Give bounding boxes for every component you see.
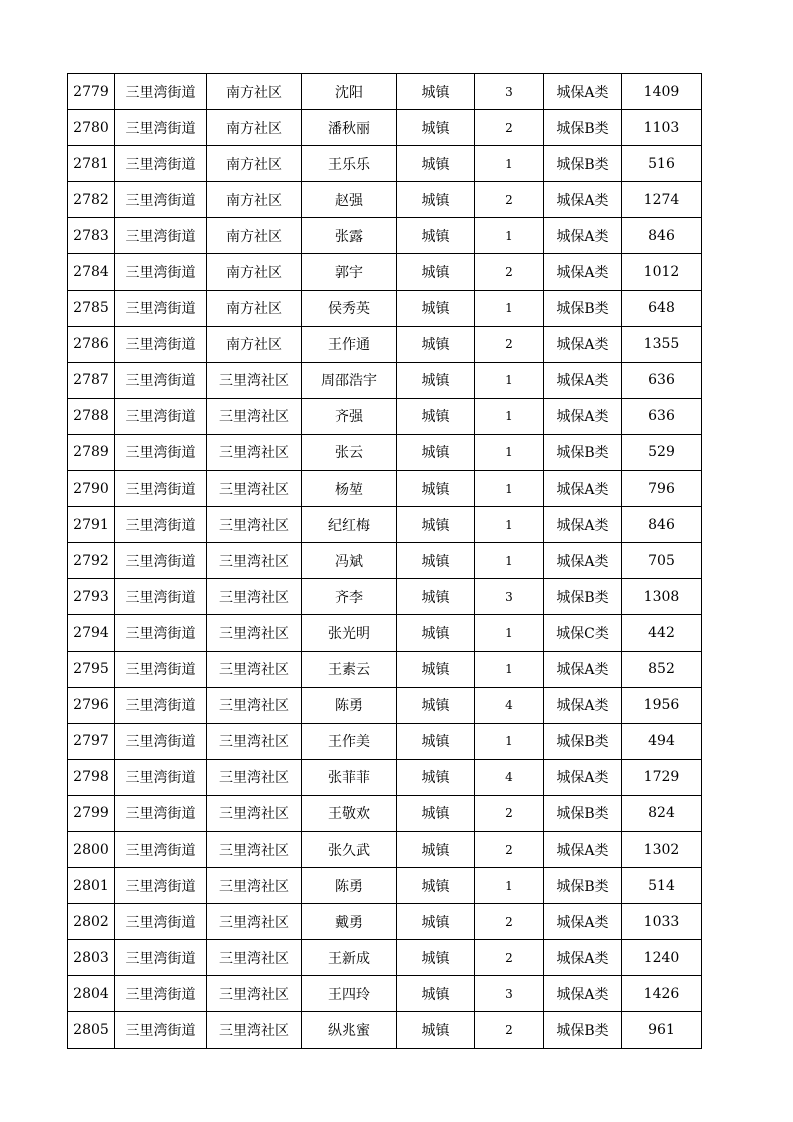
cell-serial-number: 2784 xyxy=(68,254,115,290)
cell-community: 南方社区 xyxy=(207,218,302,254)
table-row xyxy=(68,362,702,398)
cell-household-size: 3 xyxy=(475,579,544,615)
cell-name: 沈阳 xyxy=(302,74,397,110)
cell-household-size: 1 xyxy=(475,723,544,759)
cell-serial-number: 2805 xyxy=(68,1012,115,1048)
cell-residence-type: 城镇 xyxy=(397,254,475,290)
cell-amount: 494 xyxy=(622,723,702,759)
cell-insurance-category: 城保B类 xyxy=(544,110,622,146)
cell-household-size: 4 xyxy=(475,759,544,795)
cell-insurance-category: 城保B类 xyxy=(544,434,622,470)
cell-serial-number: 2798 xyxy=(68,759,115,795)
cell-household-size: 1 xyxy=(475,615,544,651)
cell-amount: 636 xyxy=(622,398,702,434)
cell-insurance-category: 城保A类 xyxy=(544,543,622,579)
table-row xyxy=(68,868,702,904)
cell-name: 张露 xyxy=(302,218,397,254)
cell-name: 陈勇 xyxy=(302,687,397,723)
cell-street: 三里湾街道 xyxy=(115,471,207,507)
cell-residence-type: 城镇 xyxy=(397,290,475,326)
cell-amount: 1033 xyxy=(622,904,702,940)
cell-street: 三里湾街道 xyxy=(115,507,207,543)
cell-insurance-category: 城保A类 xyxy=(544,507,622,543)
cell-amount: 852 xyxy=(622,651,702,687)
cell-serial-number: 2779 xyxy=(68,74,115,110)
cell-insurance-category: 城保A类 xyxy=(544,687,622,723)
cell-household-size: 1 xyxy=(475,362,544,398)
cell-street: 三里湾街道 xyxy=(115,110,207,146)
cell-insurance-category: 城保A类 xyxy=(544,74,622,110)
cell-name: 张云 xyxy=(302,434,397,470)
cell-name: 杨堃 xyxy=(302,471,397,507)
cell-residence-type: 城镇 xyxy=(397,687,475,723)
cell-serial-number: 2801 xyxy=(68,868,115,904)
cell-amount: 796 xyxy=(622,471,702,507)
cell-insurance-category: 城保B类 xyxy=(544,1012,622,1048)
cell-serial-number: 2800 xyxy=(68,831,115,867)
cell-amount: 529 xyxy=(622,434,702,470)
cell-street: 三里湾街道 xyxy=(115,615,207,651)
cell-residence-type: 城镇 xyxy=(397,868,475,904)
cell-residence-type: 城镇 xyxy=(397,1012,475,1048)
cell-name: 王新成 xyxy=(302,940,397,976)
cell-amount: 442 xyxy=(622,615,702,651)
cell-amount: 1729 xyxy=(622,759,702,795)
cell-serial-number: 2786 xyxy=(68,326,115,362)
cell-name: 齐李 xyxy=(302,579,397,615)
cell-insurance-category: 城保B类 xyxy=(544,579,622,615)
cell-amount: 846 xyxy=(622,218,702,254)
cell-insurance-category: 城保A类 xyxy=(544,218,622,254)
cell-street: 三里湾街道 xyxy=(115,254,207,290)
cell-street: 三里湾街道 xyxy=(115,651,207,687)
table-row xyxy=(68,759,702,795)
table-row xyxy=(68,290,702,326)
cell-serial-number: 2794 xyxy=(68,615,115,651)
cell-amount: 1426 xyxy=(622,976,702,1012)
cell-serial-number: 2804 xyxy=(68,976,115,1012)
cell-street: 三里湾街道 xyxy=(115,398,207,434)
cell-street: 三里湾街道 xyxy=(115,579,207,615)
cell-insurance-category: 城保C类 xyxy=(544,615,622,651)
cell-household-size: 1 xyxy=(475,218,544,254)
cell-amount: 1103 xyxy=(622,110,702,146)
cell-name: 齐强 xyxy=(302,398,397,434)
cell-community: 三里湾社区 xyxy=(207,651,302,687)
cell-community: 三里湾社区 xyxy=(207,543,302,579)
cell-community: 三里湾社区 xyxy=(207,471,302,507)
cell-household-size: 2 xyxy=(475,254,544,290)
cell-name: 王作通 xyxy=(302,326,397,362)
table-row xyxy=(68,795,702,831)
cell-street: 三里湾街道 xyxy=(115,218,207,254)
cell-insurance-category: 城保A类 xyxy=(544,976,622,1012)
table-row xyxy=(68,398,702,434)
table-row xyxy=(68,182,702,218)
cell-name: 侯秀英 xyxy=(302,290,397,326)
cell-street: 三里湾街道 xyxy=(115,326,207,362)
cell-name: 周邵浩宇 xyxy=(302,362,397,398)
cell-household-size: 3 xyxy=(475,74,544,110)
cell-residence-type: 城镇 xyxy=(397,146,475,182)
cell-street: 三里湾街道 xyxy=(115,182,207,218)
cell-serial-number: 2780 xyxy=(68,110,115,146)
cell-community: 三里湾社区 xyxy=(207,940,302,976)
table-row xyxy=(68,651,702,687)
cell-serial-number: 2791 xyxy=(68,507,115,543)
cell-name: 张菲菲 xyxy=(302,759,397,795)
table-row xyxy=(68,579,702,615)
cell-community: 南方社区 xyxy=(207,182,302,218)
table-row xyxy=(68,146,702,182)
cell-name: 郭宇 xyxy=(302,254,397,290)
table-row xyxy=(68,615,702,651)
cell-residence-type: 城镇 xyxy=(397,940,475,976)
cell-insurance-category: 城保A类 xyxy=(544,398,622,434)
cell-serial-number: 2789 xyxy=(68,434,115,470)
cell-amount: 846 xyxy=(622,507,702,543)
cell-serial-number: 2790 xyxy=(68,471,115,507)
cell-household-size: 1 xyxy=(475,146,544,182)
cell-serial-number: 2793 xyxy=(68,579,115,615)
cell-street: 三里湾街道 xyxy=(115,687,207,723)
cell-community: 南方社区 xyxy=(207,254,302,290)
cell-household-size: 2 xyxy=(475,904,544,940)
cell-household-size: 1 xyxy=(475,471,544,507)
cell-street: 三里湾街道 xyxy=(115,290,207,326)
cell-street: 三里湾街道 xyxy=(115,976,207,1012)
table-row xyxy=(68,254,702,290)
cell-insurance-category: 城保B类 xyxy=(544,146,622,182)
cell-amount: 705 xyxy=(622,543,702,579)
table-row xyxy=(68,471,702,507)
cell-street: 三里湾街道 xyxy=(115,362,207,398)
cell-community: 三里湾社区 xyxy=(207,398,302,434)
data-table xyxy=(67,73,702,1049)
cell-insurance-category: 城保A类 xyxy=(544,471,622,507)
cell-name: 王素云 xyxy=(302,651,397,687)
cell-residence-type: 城镇 xyxy=(397,651,475,687)
cell-household-size: 1 xyxy=(475,543,544,579)
cell-serial-number: 2796 xyxy=(68,687,115,723)
cell-insurance-category: 城保A类 xyxy=(544,326,622,362)
cell-serial-number: 2795 xyxy=(68,651,115,687)
cell-name: 王四玲 xyxy=(302,976,397,1012)
cell-amount: 1240 xyxy=(622,940,702,976)
table-row xyxy=(68,110,702,146)
table-row xyxy=(68,687,702,723)
cell-name: 纪红梅 xyxy=(302,507,397,543)
cell-insurance-category: 城保B类 xyxy=(544,795,622,831)
cell-community: 三里湾社区 xyxy=(207,687,302,723)
cell-amount: 1302 xyxy=(622,831,702,867)
cell-serial-number: 2797 xyxy=(68,723,115,759)
cell-residence-type: 城镇 xyxy=(397,831,475,867)
cell-serial-number: 2781 xyxy=(68,146,115,182)
cell-residence-type: 城镇 xyxy=(397,434,475,470)
cell-residence-type: 城镇 xyxy=(397,579,475,615)
cell-insurance-category: 城保A类 xyxy=(544,831,622,867)
cell-street: 三里湾街道 xyxy=(115,723,207,759)
data-table-container xyxy=(67,73,702,1049)
cell-name: 纵兆蜜 xyxy=(302,1012,397,1048)
cell-household-size: 2 xyxy=(475,1012,544,1048)
table-row xyxy=(68,723,702,759)
cell-amount: 961 xyxy=(622,1012,702,1048)
cell-community: 三里湾社区 xyxy=(207,759,302,795)
cell-community: 三里湾社区 xyxy=(207,507,302,543)
cell-insurance-category: 城保A类 xyxy=(544,759,622,795)
table-body xyxy=(68,74,702,1049)
cell-household-size: 1 xyxy=(475,868,544,904)
cell-community: 南方社区 xyxy=(207,146,302,182)
cell-street: 三里湾街道 xyxy=(115,146,207,182)
cell-amount: 824 xyxy=(622,795,702,831)
cell-residence-type: 城镇 xyxy=(397,795,475,831)
cell-residence-type: 城镇 xyxy=(397,182,475,218)
cell-street: 三里湾街道 xyxy=(115,1012,207,1048)
cell-residence-type: 城镇 xyxy=(397,507,475,543)
cell-community: 南方社区 xyxy=(207,290,302,326)
cell-household-size: 1 xyxy=(475,507,544,543)
cell-residence-type: 城镇 xyxy=(397,759,475,795)
cell-name: 王乐乐 xyxy=(302,146,397,182)
cell-name: 王敬欢 xyxy=(302,795,397,831)
cell-community: 三里湾社区 xyxy=(207,868,302,904)
cell-household-size: 1 xyxy=(475,398,544,434)
cell-residence-type: 城镇 xyxy=(397,398,475,434)
cell-household-size: 2 xyxy=(475,110,544,146)
cell-community: 三里湾社区 xyxy=(207,904,302,940)
cell-community: 三里湾社区 xyxy=(207,579,302,615)
cell-amount: 1409 xyxy=(622,74,702,110)
cell-household-size: 1 xyxy=(475,434,544,470)
cell-street: 三里湾街道 xyxy=(115,904,207,940)
cell-serial-number: 2788 xyxy=(68,398,115,434)
cell-household-size: 2 xyxy=(475,831,544,867)
cell-residence-type: 城镇 xyxy=(397,471,475,507)
cell-name: 王作美 xyxy=(302,723,397,759)
cell-street: 三里湾街道 xyxy=(115,74,207,110)
cell-residence-type: 城镇 xyxy=(397,110,475,146)
table-row xyxy=(68,940,702,976)
cell-residence-type: 城镇 xyxy=(397,904,475,940)
cell-name: 戴勇 xyxy=(302,904,397,940)
cell-community: 三里湾社区 xyxy=(207,976,302,1012)
cell-residence-type: 城镇 xyxy=(397,723,475,759)
cell-serial-number: 2802 xyxy=(68,904,115,940)
cell-insurance-category: 城保A类 xyxy=(544,254,622,290)
cell-residence-type: 城镇 xyxy=(397,326,475,362)
cell-name: 赵强 xyxy=(302,182,397,218)
cell-amount: 1308 xyxy=(622,579,702,615)
cell-street: 三里湾街道 xyxy=(115,759,207,795)
cell-serial-number: 2787 xyxy=(68,362,115,398)
cell-name: 张光明 xyxy=(302,615,397,651)
cell-street: 三里湾街道 xyxy=(115,434,207,470)
cell-insurance-category: 城保A类 xyxy=(544,904,622,940)
cell-household-size: 2 xyxy=(475,182,544,218)
cell-community: 三里湾社区 xyxy=(207,1012,302,1048)
cell-household-size: 1 xyxy=(475,651,544,687)
cell-community: 南方社区 xyxy=(207,110,302,146)
cell-serial-number: 2785 xyxy=(68,290,115,326)
cell-household-size: 2 xyxy=(475,326,544,362)
cell-community: 三里湾社区 xyxy=(207,795,302,831)
cell-street: 三里湾街道 xyxy=(115,831,207,867)
cell-household-size: 2 xyxy=(475,795,544,831)
cell-household-size: 4 xyxy=(475,687,544,723)
cell-community: 三里湾社区 xyxy=(207,362,302,398)
cell-street: 三里湾街道 xyxy=(115,940,207,976)
table-row xyxy=(68,507,702,543)
cell-community: 三里湾社区 xyxy=(207,615,302,651)
cell-serial-number: 2783 xyxy=(68,218,115,254)
cell-residence-type: 城镇 xyxy=(397,362,475,398)
cell-street: 三里湾街道 xyxy=(115,543,207,579)
table-row xyxy=(68,904,702,940)
cell-amount: 1274 xyxy=(622,182,702,218)
cell-name: 冯斌 xyxy=(302,543,397,579)
cell-residence-type: 城镇 xyxy=(397,543,475,579)
cell-insurance-category: 城保A类 xyxy=(544,651,622,687)
cell-community: 南方社区 xyxy=(207,326,302,362)
cell-community: 南方社区 xyxy=(207,74,302,110)
cell-insurance-category: 城保B类 xyxy=(544,723,622,759)
cell-serial-number: 2782 xyxy=(68,182,115,218)
cell-name: 陈勇 xyxy=(302,868,397,904)
cell-residence-type: 城镇 xyxy=(397,218,475,254)
table-row xyxy=(68,434,702,470)
cell-street: 三里湾街道 xyxy=(115,795,207,831)
cell-name: 潘秋丽 xyxy=(302,110,397,146)
cell-community: 三里湾社区 xyxy=(207,434,302,470)
table-row xyxy=(68,831,702,867)
cell-amount: 516 xyxy=(622,146,702,182)
cell-community: 三里湾社区 xyxy=(207,831,302,867)
cell-serial-number: 2792 xyxy=(68,543,115,579)
table-row xyxy=(68,74,702,110)
cell-serial-number: 2803 xyxy=(68,940,115,976)
cell-amount: 1355 xyxy=(622,326,702,362)
cell-insurance-category: 城保A类 xyxy=(544,182,622,218)
table-row xyxy=(68,218,702,254)
cell-serial-number: 2799 xyxy=(68,795,115,831)
cell-community: 三里湾社区 xyxy=(207,723,302,759)
cell-residence-type: 城镇 xyxy=(397,615,475,651)
cell-residence-type: 城镇 xyxy=(397,74,475,110)
cell-amount: 636 xyxy=(622,362,702,398)
table-row xyxy=(68,976,702,1012)
cell-amount: 648 xyxy=(622,290,702,326)
cell-amount: 1012 xyxy=(622,254,702,290)
cell-insurance-category: 城保A类 xyxy=(544,362,622,398)
cell-amount: 1956 xyxy=(622,687,702,723)
cell-name: 张久武 xyxy=(302,831,397,867)
table-row xyxy=(68,326,702,362)
cell-street: 三里湾街道 xyxy=(115,868,207,904)
cell-insurance-category: 城保B类 xyxy=(544,290,622,326)
cell-household-size: 3 xyxy=(475,976,544,1012)
cell-insurance-category: 城保A类 xyxy=(544,940,622,976)
cell-amount: 514 xyxy=(622,868,702,904)
cell-insurance-category: 城保B类 xyxy=(544,868,622,904)
cell-household-size: 2 xyxy=(475,940,544,976)
cell-residence-type: 城镇 xyxy=(397,976,475,1012)
table-row xyxy=(68,1012,702,1048)
table-row xyxy=(68,543,702,579)
cell-household-size: 1 xyxy=(475,290,544,326)
